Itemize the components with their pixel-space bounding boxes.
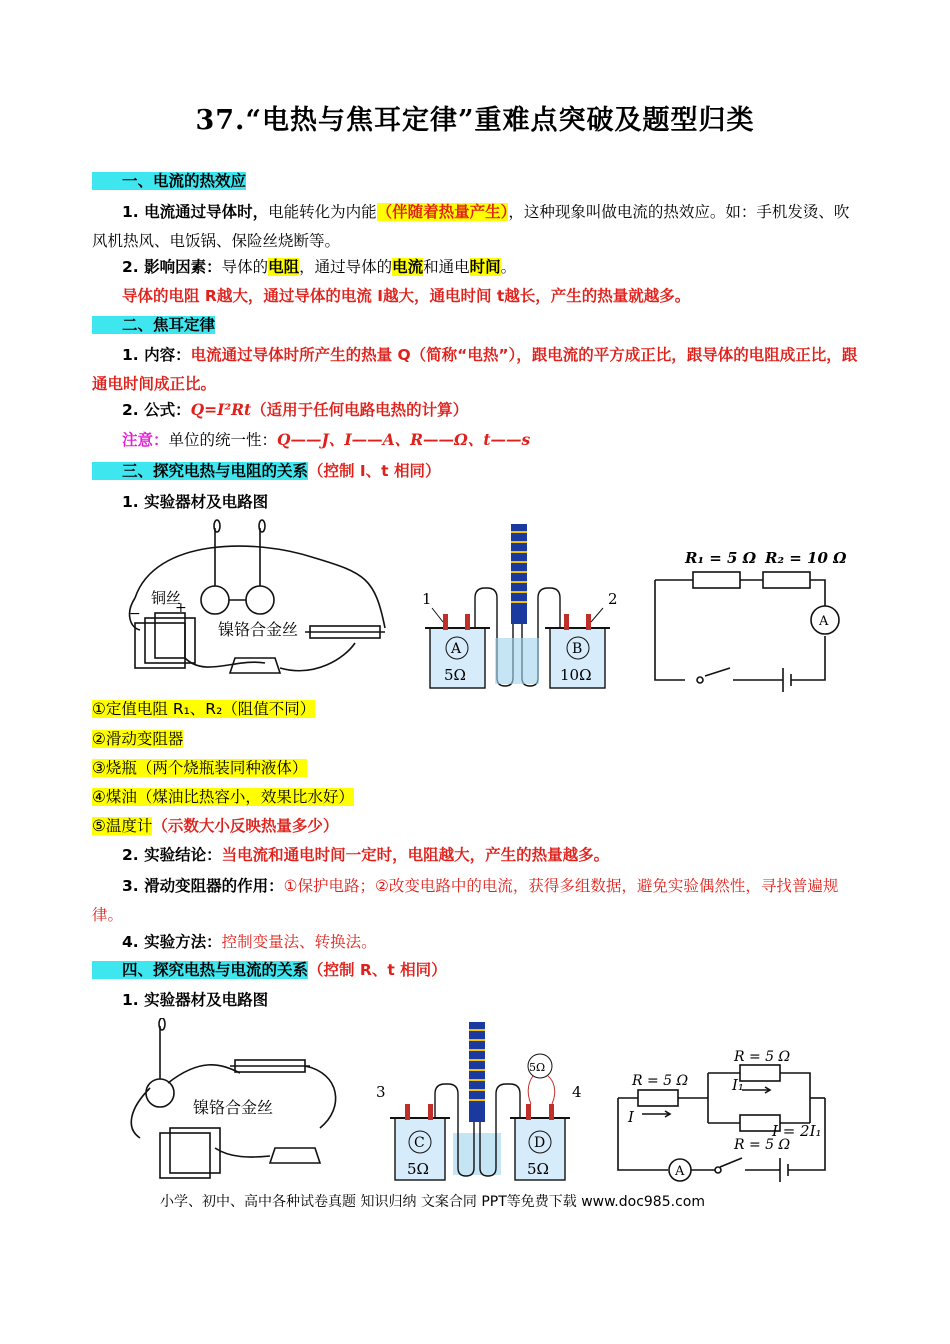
label-terminal-3: 3 <box>376 1083 386 1101</box>
label-external-resistor: 5Ω <box>529 1061 546 1074</box>
sec3-sub-1: 1. 实验器材及电路图 <box>122 493 269 511</box>
label-resistance-c: 5Ω <box>407 1160 429 1178</box>
label-current-i1: I₁ <box>732 1076 744 1094</box>
label-r-top: R = 5 Ω <box>734 1049 791 1065</box>
circuit-diagram-1 <box>655 572 839 692</box>
label-r1: R₁ = 5 Ω <box>685 549 757 567</box>
section-heading-4: 四、探究电热与电流的关系（控制 R、t 相同） <box>92 958 862 982</box>
label-ammeter-1: A <box>819 614 829 629</box>
section-heading-1: 一、电流的热效应 <box>92 169 862 193</box>
label-r-bottom: R = 5 Ω <box>734 1137 791 1153</box>
u-tube-diagram-2 <box>390 1022 570 1180</box>
sec1-paragraph-1: 1. 电流通过导体时，电能转化为内能（伴随着热量产生），这种现象叫做电流的热效应。如：手机发烫、吹风机热风、电饭锅、保险丝烧断等。 <box>92 203 850 250</box>
sec3-paragraph-4: 4. 实验方法：控制变量法、转换法。 <box>122 933 377 951</box>
sec3-paragraph-3: 3. 滑动变阻器的作用：①保护电路；②改变电路中的电流，获得多组数据，避免实验偶然性，寻找普遍规律。 <box>92 877 839 924</box>
list-item-5: ⑤温度计（示数大小反映热量多少） <box>92 817 339 835</box>
label-current-i: I <box>628 1108 634 1126</box>
label-r-series: R = 5 Ω <box>632 1073 689 1089</box>
label-copper-wire: 铜丝 <box>151 589 182 607</box>
sec2-paragraph-3: 注意：单位的统一性：Q——J、I——A、R——Ω、t——s <box>122 430 531 449</box>
page-title: 37.“电热与焦耳定律”重难点突破及题型归类 <box>195 105 755 136</box>
section-heading-3: 三、探究电热与电阻的关系（控制 I、t 相同） <box>92 459 862 483</box>
sec1-paragraph-2: 2. 影响因素：导体的电阻，通过导体的电流和通电时间。 <box>122 258 517 276</box>
label-container-b: B <box>572 641 583 657</box>
label-ammeter-2: A <box>675 1164 685 1179</box>
label-plus-1: + <box>175 600 187 616</box>
u-tube-diagram-1 <box>425 524 610 688</box>
sec4-sub-1: 1. 实验器材及电路图 <box>122 991 269 1009</box>
sec2-paragraph-2: 2. 公式：Q=I²Rt（适用于任何电路电热的计算） <box>122 400 469 419</box>
sec3-paragraph-2: 2. 实验结论：当电流和通电时间一定时，电阻越大，产生的热量越多。 <box>122 846 610 864</box>
label-current-2i1: I = 2I₁ <box>772 1122 822 1140</box>
label-nichrome-wire-2: 镍铬合金丝 <box>193 1098 274 1117</box>
label-minus-1: − <box>129 606 141 622</box>
list-item-1: ①定值电阻 R₁、R₂（阻值不同） <box>92 700 316 718</box>
label-nichrome-wire-1: 镍铬合金丝 <box>218 620 299 639</box>
figure-current-experiment <box>120 1018 840 1190</box>
sec1-paragraph-3: 导体的电阻 R越大，通过导体的电流 I越大，通电时间 t越长，产生的热量就越多。 <box>122 287 691 305</box>
figure-resistance-experiment <box>115 518 875 698</box>
label-terminal-2: 2 <box>608 590 618 608</box>
label-container-a: A <box>451 641 462 657</box>
label-terminal-4: 4 <box>572 1083 582 1101</box>
label-container-d: D <box>534 1135 546 1151</box>
label-r2: R₂ = 10 Ω <box>765 549 847 567</box>
label-resistance-d: 5Ω <box>527 1160 549 1178</box>
label-resistance-b: 10Ω <box>560 666 592 684</box>
list-item-4: ④煤油（煤油比热容小，效果比水好） <box>92 788 354 806</box>
page-footer: 小学、初中、高中各种试卷真题 知识归纳 文案合同 PPT等免费下载 www.doc985.com <box>160 1194 705 1210</box>
list-item-2: ②滑动变阻器 <box>92 730 184 748</box>
sec2-paragraph-1: 1. 内容：电流通过导体时所产生的热量 Q（简称“电热”），跟电流的平方成正比，跟导体的电阻成正比，跟通电时间成正比。 <box>92 346 858 393</box>
list-item-3: ③烧瓶（两个烧瓶装同种液体） <box>92 759 308 777</box>
label-resistance-a: 5Ω <box>444 666 466 684</box>
label-container-c: C <box>414 1135 425 1151</box>
section-heading-2: 二、焦耳定律 <box>92 313 862 337</box>
label-terminal-1: 1 <box>422 590 432 608</box>
